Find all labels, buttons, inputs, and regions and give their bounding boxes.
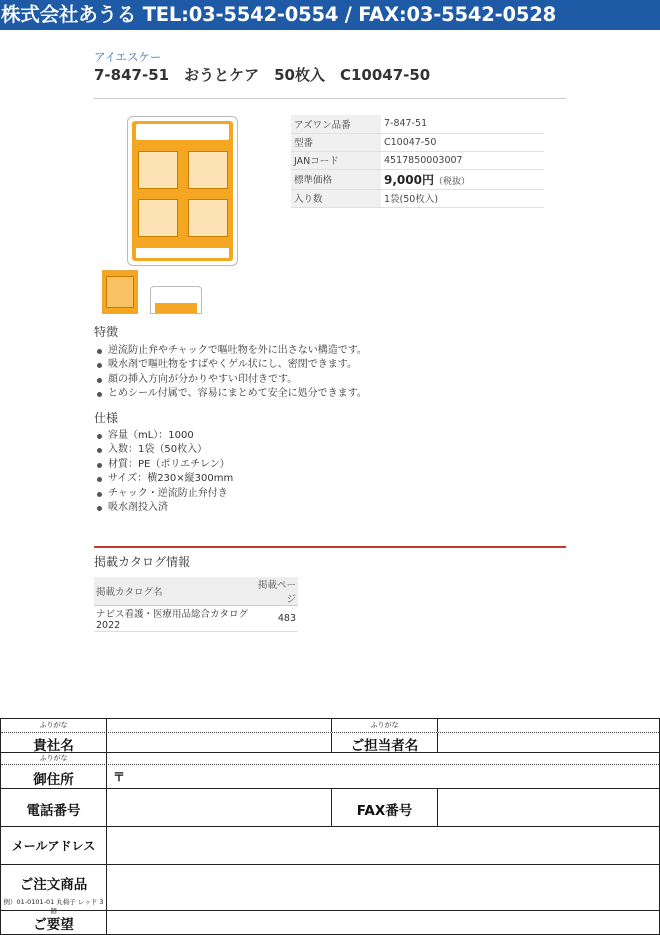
furigana-label: ふりがな bbox=[370, 721, 399, 729]
spec-row bbox=[291, 115, 544, 133]
company-furigana-field[interactable] bbox=[107, 719, 332, 732]
address-field[interactable] bbox=[107, 765, 659, 788]
list-item: 吸水剤投入済 bbox=[94, 501, 233, 515]
list-item: 材質：PE（ポリエチレン） bbox=[94, 458, 233, 472]
spec-key: 型番 bbox=[291, 133, 381, 151]
catalog-heading: 掲載カタログ情報 bbox=[94, 555, 191, 569]
request-label: ご要望 bbox=[33, 917, 74, 933]
spec-row-price bbox=[291, 169, 544, 189]
spec-key: アズワン品番 bbox=[291, 115, 381, 133]
spec-key: 入り数 bbox=[291, 189, 381, 207]
spec-row bbox=[291, 151, 544, 169]
phone-field[interactable] bbox=[107, 789, 332, 826]
product-title: 7-847-51 おうとケア 50枚入 C10047-50 bbox=[94, 66, 431, 84]
list-item: 入数：1袋（50枚入） bbox=[94, 443, 233, 457]
catalog-name: ナビス看護・医療用品総合カタログ2022 bbox=[94, 606, 251, 632]
product-package-illustration bbox=[132, 121, 233, 261]
product-main-image[interactable] bbox=[127, 116, 238, 266]
features-list bbox=[94, 344, 367, 402]
specs-heading: 仕様 bbox=[94, 411, 119, 425]
contact-field[interactable] bbox=[438, 733, 659, 752]
spec-table bbox=[291, 115, 544, 208]
spec-value: 1袋(50枚入) bbox=[381, 189, 544, 207]
price-tax-note: （税抜） bbox=[433, 176, 470, 187]
spec-key: JANコード bbox=[291, 151, 381, 169]
catalog-page: 483 bbox=[251, 606, 298, 632]
price-value: 9,000円 bbox=[384, 172, 434, 187]
company-label: 貴社名 bbox=[33, 738, 74, 754]
features-heading: 特徴 bbox=[94, 325, 119, 339]
spec-key: 標準価格 bbox=[291, 169, 381, 189]
request-field[interactable] bbox=[107, 911, 659, 934]
list-item: 逆流防止弁やチャックで嘔吐物を外に出さない構造です。 bbox=[94, 344, 367, 358]
catalog-table bbox=[94, 577, 298, 632]
title-divider bbox=[94, 98, 566, 99]
fax-field[interactable] bbox=[438, 789, 659, 826]
contact-label: ご担当者名 bbox=[350, 738, 419, 754]
furigana-label: ふりがな bbox=[39, 721, 68, 729]
product-thumbnail-2[interactable] bbox=[150, 286, 202, 314]
product-thumbnail-1[interactable] bbox=[102, 270, 138, 314]
order-field[interactable] bbox=[107, 865, 659, 910]
spec-row bbox=[291, 133, 544, 151]
spec-value: 4517850003007 bbox=[381, 151, 544, 169]
phone-label: 電話番号 bbox=[26, 803, 81, 819]
list-item: 容量（mL）：1000 bbox=[94, 429, 233, 443]
list-item: 吸水剤で嘔吐物をすばやくゲル状にし、密閉できます。 bbox=[94, 358, 367, 372]
email-label: メールアドレス bbox=[11, 839, 96, 853]
list-item: サイズ：横230×縦300mm bbox=[94, 472, 233, 486]
contact-banner: 株式会社あうる TEL:03-5542-0554 / FAX:03-5542-0528 bbox=[0, 0, 660, 30]
spec-value: C10047-50 bbox=[381, 133, 544, 151]
spec-value: 7-847-51 bbox=[381, 115, 544, 133]
contact-furigana-field[interactable] bbox=[438, 719, 659, 732]
email-field[interactable] bbox=[107, 827, 659, 864]
specs-list bbox=[94, 429, 233, 515]
table-row bbox=[94, 606, 298, 632]
fax-label: FAX番号 bbox=[356, 803, 413, 819]
list-item: チャック・逆流防止弁付き bbox=[94, 487, 233, 501]
list-item: 顔の挿入方向が分かりやすい印付きです。 bbox=[94, 373, 367, 387]
furigana-label: ふりがな bbox=[39, 754, 68, 762]
catalog-divider bbox=[94, 546, 566, 548]
spec-row bbox=[291, 189, 544, 207]
order-label: ご注文商品 bbox=[19, 877, 88, 893]
list-item: とめシール付属で、容易にまとめて安全に処分できます。 bbox=[94, 387, 367, 401]
address-label: 御住所 bbox=[33, 772, 74, 788]
company-field[interactable] bbox=[107, 733, 332, 752]
address-furigana-field[interactable] bbox=[107, 753, 659, 764]
order-example: 例）01-0101-01 丸椅子 レッド 3個 bbox=[3, 898, 104, 915]
maker-link[interactable]: アイエスケー bbox=[94, 50, 162, 64]
zip-mark: 〒 bbox=[113, 770, 126, 784]
order-form bbox=[0, 718, 660, 935]
catalog-col-name: 掲載カタログ名 bbox=[94, 577, 251, 606]
catalog-col-page: 掲載ページ bbox=[251, 577, 298, 606]
